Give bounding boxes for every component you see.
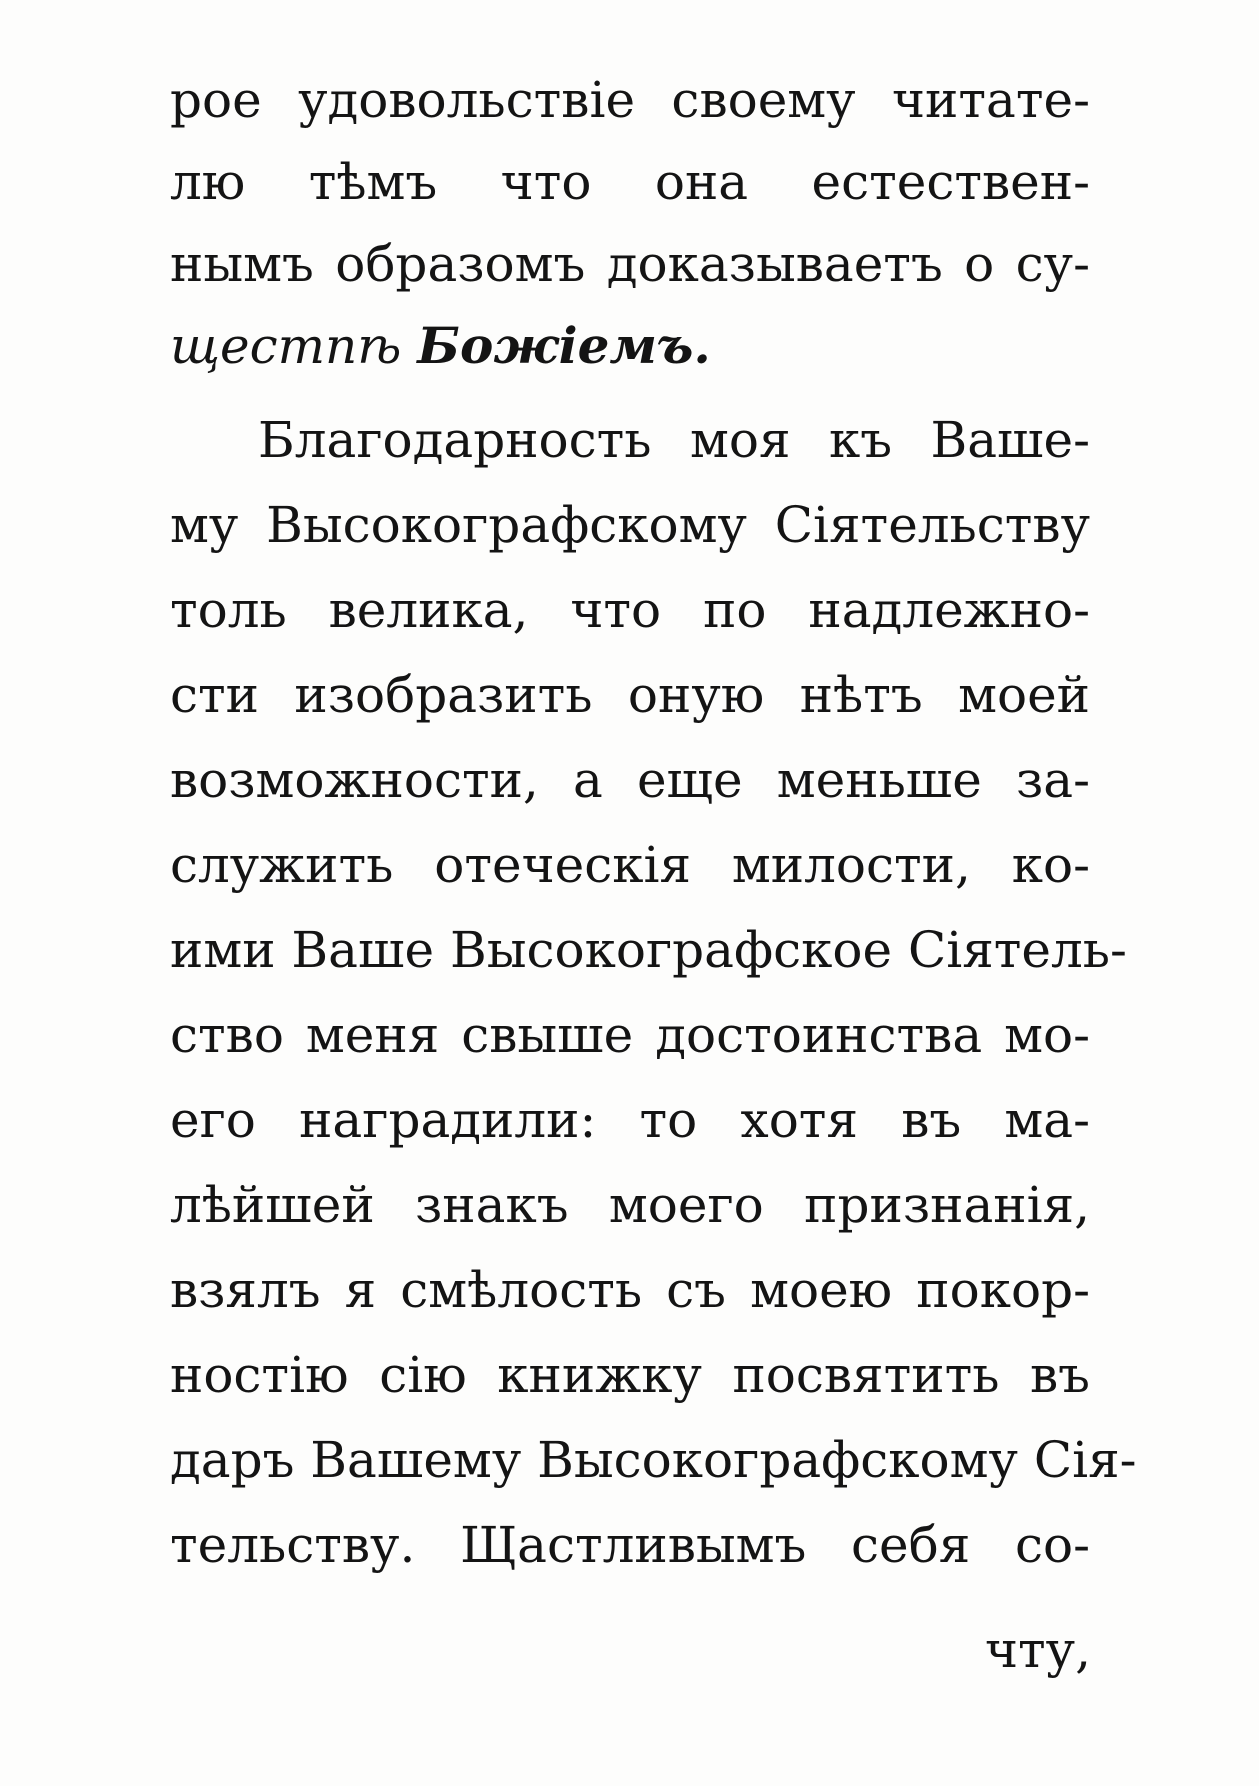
text-line: рое удовольствіе своему читате- [170,71,1090,129]
bold-italic-word: Божіемъ. [417,316,711,375]
text-line: толь велика, что по надлежно- [170,581,1090,639]
text-line: ими Ваше Высокографское Сіятель- [170,921,1127,979]
text-line: взялъ я смѣлость съ моею покор- [170,1261,1090,1319]
text-line: лю тѣмъ что она естествен- [170,153,1090,211]
text-line: му Высокографскому Сіятельству [170,496,1090,554]
text-line-emphasis [170,306,1090,386]
text-line: Благодарность моя къ Ваше- [258,411,1090,469]
text-line: тельству. Щастливымъ себя со- [170,1516,1090,1574]
text-line: даръ Вашему Высокографскому Сія- [170,1431,1137,1489]
italic-word: щестпѣ [170,317,402,375]
text-line: его наградили: то хотя въ ма- [170,1091,1090,1149]
text-line: сти изобразить оную нѣтъ моей [170,666,1090,724]
text-line: возможности, а еще меньше за- [170,751,1090,809]
text-line: служить отеческія милости, ко- [170,836,1090,894]
text-line: нымъ образомъ доказываетъ о су- [170,235,1090,293]
text-line: лѣйшей знакъ моего признанія, [170,1176,1090,1234]
catchword: чту, [984,1621,1091,1679]
text-line: ство меня свыше достоинства мо- [170,1006,1090,1064]
text-line: ностію сію книжку посвятить въ [170,1346,1090,1404]
